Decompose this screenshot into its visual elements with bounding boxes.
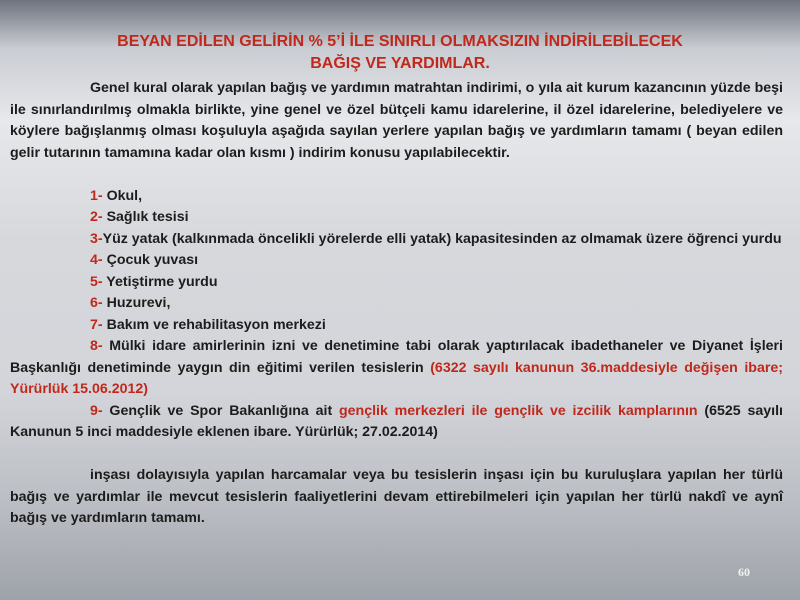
list-text: Sağlık tesisi <box>102 209 189 225</box>
blank-line <box>10 444 783 466</box>
slide-body <box>10 78 783 530</box>
list-item-6 <box>10 293 783 315</box>
list-text: Bakım ve rehabilitasyon merkezi <box>102 316 326 333</box>
list-number: 5- <box>90 273 103 290</box>
list-number: 7- <box>90 316 103 333</box>
list-item-3 <box>10 229 783 251</box>
list-highlight: (6322 sayılı kanunun 36.maddesiyle değişen ibare; Yürürlük 15.06.2012) <box>10 359 783 397</box>
list-item-2 <box>10 207 783 229</box>
list-text: Gençlik ve Spor Bakanlığına ait <box>102 402 339 419</box>
list-item-4 <box>10 250 783 272</box>
slide-title-line-2: BAĞIŞ VE YARDIMLAR. <box>310 55 490 72</box>
closing-paragraph: inşası dolayısıyla yapılan harcamalar veya bu tesislerin inşası için bu kuruluşlara yapılan her türlü bağış ve yardımlar ile mevcut tesislerin faaliyetlerini devam ettirebilmeleri için yapılan her türlü nakdî ve aynî bağış ve yardımların tamamı. <box>10 467 783 526</box>
list-highlight: gençlik merkezleri ile gençlik ve izcilik kamplarının <box>338 402 698 419</box>
list-item-7 <box>10 315 783 337</box>
list-number: 4- <box>90 252 103 268</box>
list-item-9 <box>10 401 783 444</box>
list-text: Mülki idare amirlerinin izni ve denetimine tabi olarak yaptırılacak ibadethaneler ve Diyanet İşleri Başkanlığı denetiminde yaygın din eğitimi verilen tesislerin <box>10 338 783 376</box>
list-item-8 <box>10 336 783 401</box>
list-item-1 <box>10 186 783 208</box>
list-text: Çocuk yuvası <box>102 252 199 268</box>
intro-paragraph: Genel kural olarak yapılan bağış ve yardımın matrahtan indirimi, o yıla ait kurum kazancının yüzde beşi ile sınırlandırılmış olmakla birlikte, yine genel ve özel bütçeli kamu idarelerine, il özel idarelerine, belediyelere ve köylere bağışlanmış olması koşuluyla aşağıda sayılan yerlere yapılan bağış ve yardımların tamamı ( beyan edilen gelir tutarının tamamına kadar olan kısmı ) indirim konusu yapılabilecektir. <box>10 80 783 161</box>
list-number: 6- <box>90 295 103 311</box>
slide-title-line-1: BEYAN EDİLEN GELİRİN % 5’İ İLE SINIRLI OLMAKSIZIN İNDİRİLEBİLECEK <box>117 33 683 50</box>
list-number: 3- <box>90 230 103 247</box>
list-number: 2- <box>90 209 103 225</box>
list-text: Yetiştirme yurdu <box>102 273 218 290</box>
page-number: 60 <box>738 565 750 579</box>
slide-title <box>20 31 780 75</box>
list-item-5 <box>10 272 783 294</box>
blank-line <box>10 164 783 186</box>
list-number: 8- <box>90 338 103 354</box>
list-text-tail: (6525 sayılı Kanunun 5 inci maddesiyle eklenen ibare. Yürürlük; 27.02.2014) <box>10 402 783 440</box>
list-text: Okul, <box>102 187 143 204</box>
list-number: 1- <box>90 187 103 204</box>
list-text: Yüz yatak (kalkınmada öncelikli yörelerde elli yatak) kapasitesinden az olmamak üzere öğrenci yurdu <box>102 230 782 247</box>
list-number: 9- <box>90 402 103 419</box>
list-text: Huzurevi, <box>102 295 171 311</box>
